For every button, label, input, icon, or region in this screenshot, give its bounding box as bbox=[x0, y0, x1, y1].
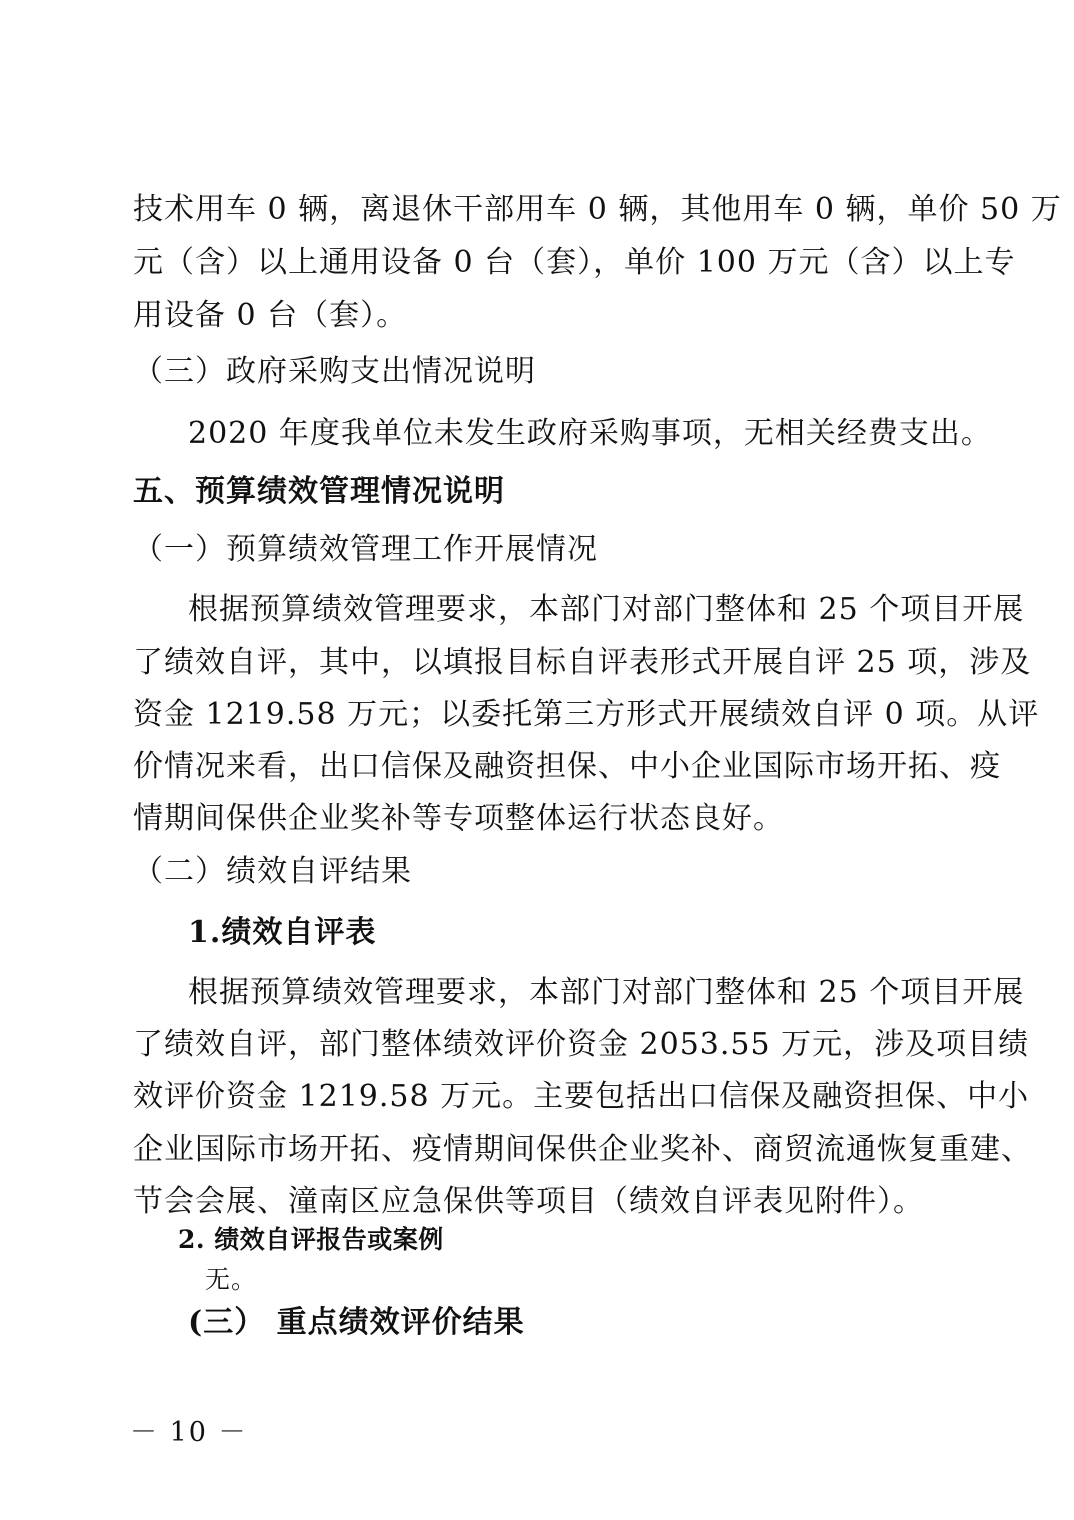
subsection-title-government-procurement: （三）政府采购支出情况说明 bbox=[133, 354, 536, 389]
paragraph-line: 技术用车 0 辆，离退休干部用车 0 辆，其他用车 0 辆，单价 50 万 bbox=[133, 192, 1062, 227]
paragraph-line: 企业国际市场开拓、疫情期间保供企业奖补、商贸流通恢复重建、 bbox=[133, 1132, 1032, 1167]
page-number: － 10 － bbox=[130, 1417, 248, 1448]
paragraph-line: 了绩效自评，部门整体绩效评价资金 2053.55 万元，涉及项目绩 bbox=[133, 1027, 1030, 1062]
subsection-title-self-evaluation-results: （二）绩效自评结果 bbox=[133, 854, 412, 889]
paragraph-line: 价情况来看，出口信保及融资担保、中小企业国际市场开拓、疫 bbox=[133, 749, 1001, 784]
item-title-self-evaluation-report: 2. 绩效自评报告或案例 bbox=[178, 1225, 444, 1254]
paragraph-line: 无。 bbox=[205, 1265, 258, 1294]
section-title-budget-performance: 五、预算绩效管理情况说明 bbox=[133, 474, 505, 509]
paragraph-line: 效评价资金 1219.58 万元。主要包括出口信保及融资担保、中小 bbox=[133, 1079, 1030, 1114]
paragraph-line: 根据预算绩效管理要求，本部门对部门整体和 25 个项目开展 bbox=[188, 592, 1025, 627]
paragraph-line: 了绩效自评，其中，以填报目标自评表形式开展自评 25 项，涉及 bbox=[133, 645, 1032, 680]
subsection-title-key-performance-results: (三） 重点绩效评价结果 bbox=[188, 1305, 525, 1340]
paragraph-line: 元（含）以上通用设备 0 台（套），单价 100 万元（含）以上专 bbox=[133, 245, 1016, 280]
paragraph-line: 用设备 0 台（套）。 bbox=[133, 298, 408, 333]
paragraph-line: 根据预算绩效管理要求，本部门对部门整体和 25 个项目开展 bbox=[188, 975, 1025, 1010]
subsection-title-performance-management: （一）预算绩效管理工作开展情况 bbox=[133, 532, 598, 567]
paragraph-line: 情期间保供企业奖补等专项整体运行状态良好。 bbox=[133, 801, 784, 836]
paragraph-line: 资金 1219.58 万元；以委托第三方形式开展绩效自评 0 项。从评 bbox=[133, 697, 1040, 732]
item-title-self-evaluation-table: 1.绩效自评表 bbox=[188, 915, 377, 950]
paragraph-line: 节会会展、潼南区应急保供等项目（绩效自评表见附件）。 bbox=[133, 1184, 924, 1219]
paragraph-line: 2020 年度我单位未发生政府采购事项，无相关经费支出。 bbox=[188, 416, 992, 451]
